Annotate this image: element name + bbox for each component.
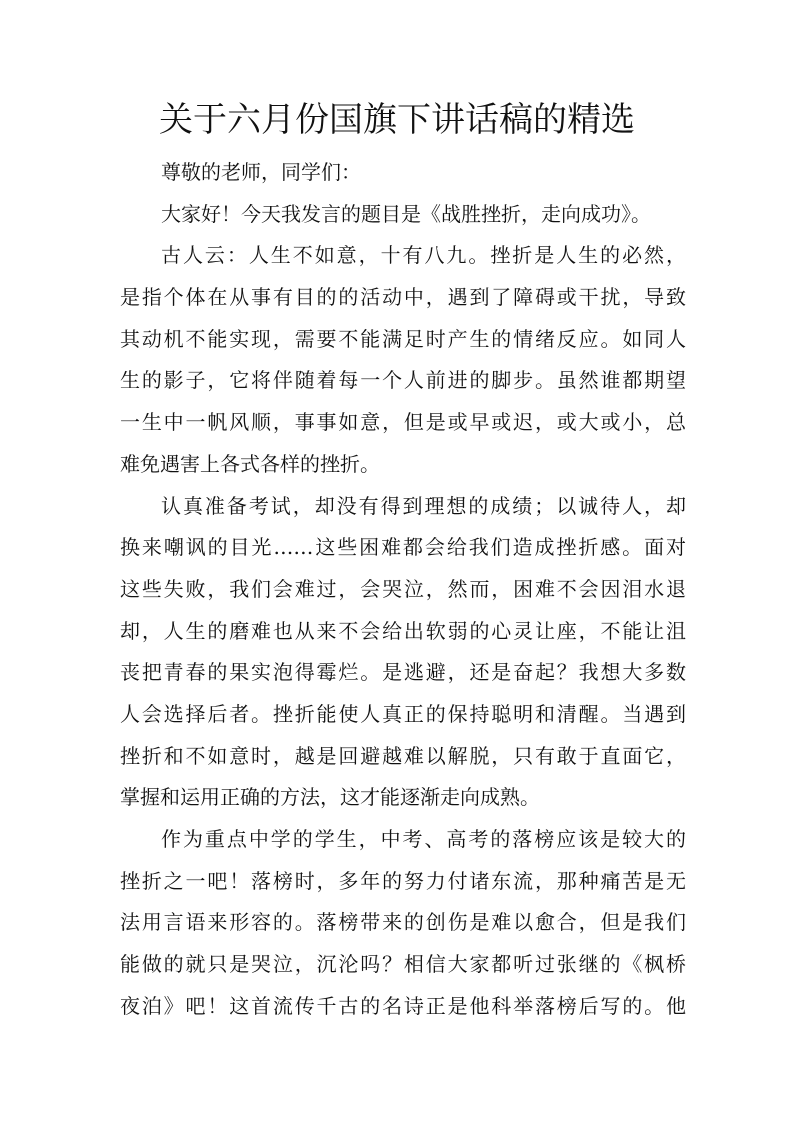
salutation-line: 尊敬的老师，同学们：: [161, 160, 361, 184]
document-title: 关于六月份国旗下讲话稿的精选: [159, 100, 635, 140]
paragraph-line: 挫折和不如意时，越是回避越难以解脱，只有敢于直面它，: [120, 743, 686, 768]
paragraph-line: 能做的就只是哭泣，沉沦吗？相信大家都听过张继的《枫桥: [120, 952, 686, 977]
document-body: [120, 152, 686, 1027]
paragraph-line: 换来嘲讽的目光……这些困难都会给我们造成挫折感。面对: [120, 535, 686, 560]
paragraph-line: 挫折之一吧！落榜时，多年的努力付诸东流，那种痛苦是无: [120, 868, 686, 893]
paragraph-line: 作为重点中学的学生，中考、高考的落榜应该是较大的: [161, 827, 686, 851]
paragraph-line: 一生中一帆风顺，事事如意，但是或早或迟，或大或小，总: [120, 410, 686, 435]
paragraph-line: 法用言语来形容的。落榜带来的创伤是难以愈合，但是我们: [120, 910, 686, 935]
paragraph-line: 古人云：人生不如意，十有八九。挫折是人生的必然，: [161, 243, 686, 268]
paragraph-line: 却，人生的磨难也从来不会给出软弱的心灵让座，不能让沮: [120, 618, 686, 643]
paragraph-line: 认真准备考试，却没有得到理想的成绩；以诚待人，却: [161, 493, 686, 518]
paragraph-line: 大家好！今天我发言的题目是《战胜挫折，走向成功》。: [161, 201, 651, 226]
paragraph-line: 丧把青春的果实泡得霉烂。是逃避，还是奋起？我想大多数: [120, 660, 686, 685]
paragraph-line: 其动机不能实现，需要不能满足时产生的情绪反应。如同人: [120, 326, 686, 351]
paragraph-line: 人会选择后者。挫折能使人真正的保持聪明和清醒。当遇到: [120, 701, 686, 726]
paragraph-line: 掌握和运用正确的方法，这才能逐渐走向成熟。: [120, 785, 540, 810]
paragraph-line: 生的影子，它将伴随着每一个人前进的脚步。虽然谁都期望: [120, 368, 686, 393]
paragraph-line: 是指个体在从事有目的的活动中，遇到了障碍或干扰，导致: [120, 285, 686, 310]
paragraph-line: 难免遇害上各式各样的挫折。: [120, 451, 380, 476]
paragraph-line: 夜泊》吧！这首流传千古的名诗正是他科举落榜后写的。他: [120, 993, 686, 1018]
paragraph-line: 这些失败，我们会难过，会哭泣，然而，困难不会因泪水退: [120, 576, 686, 601]
